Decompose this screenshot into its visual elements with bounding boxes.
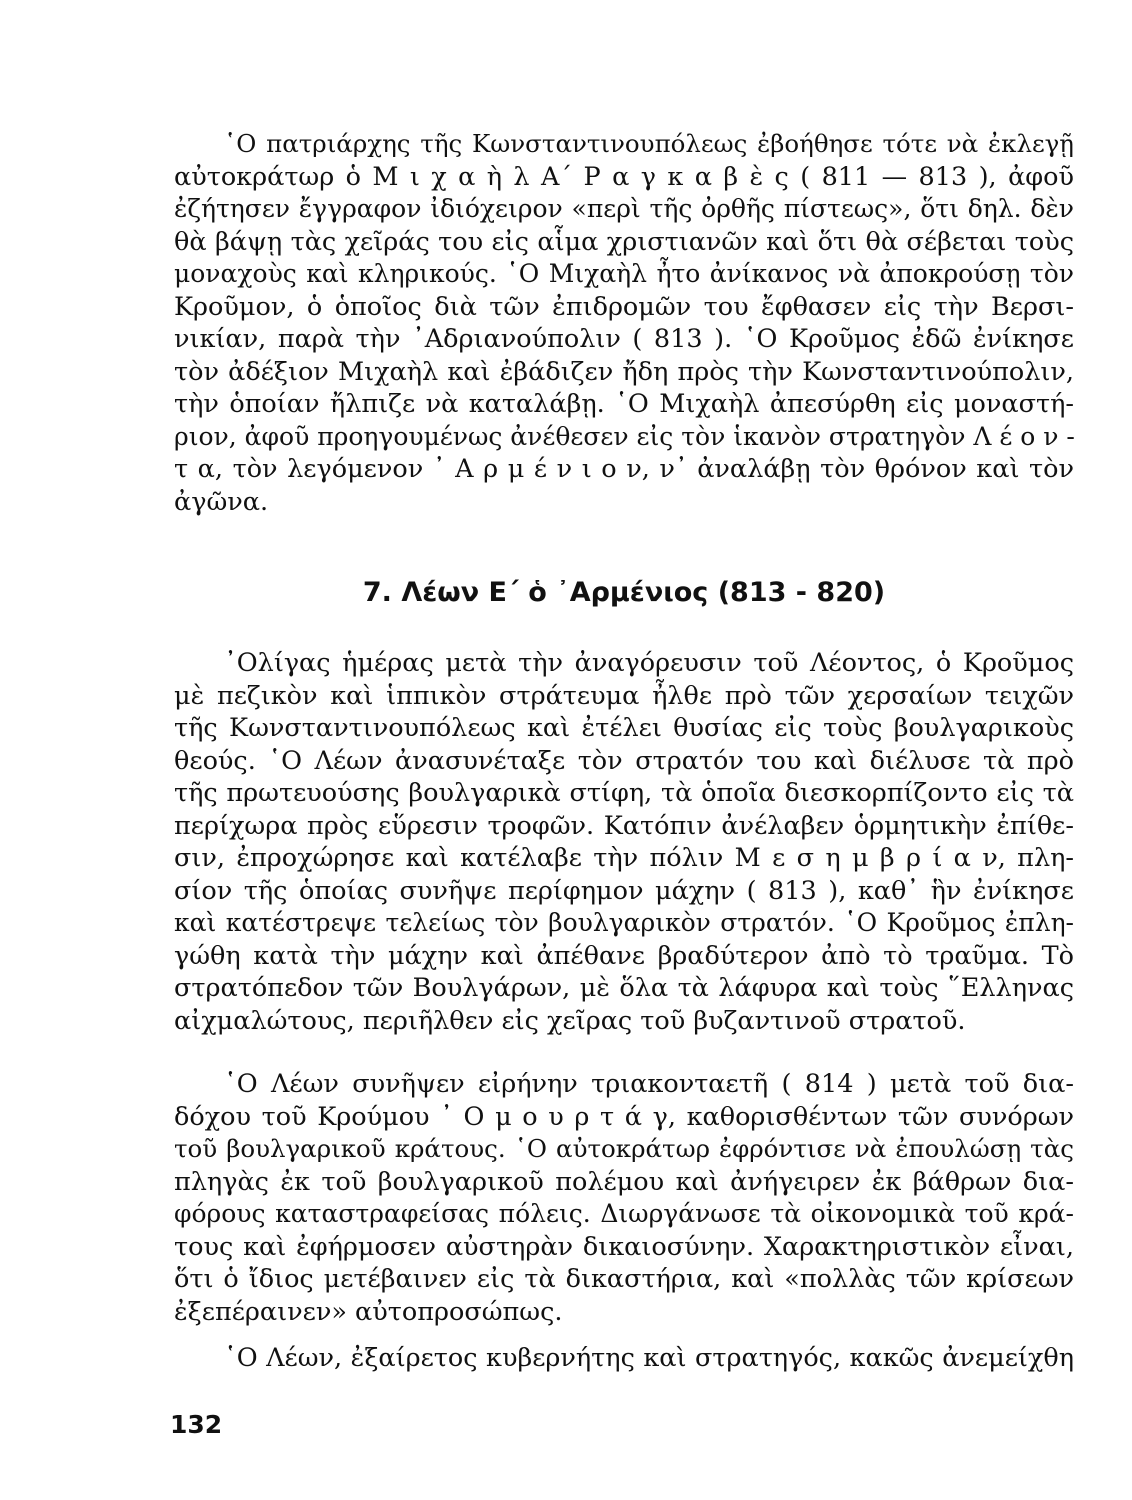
text-line: ῾Ο πατριάρχης τῆς Κωνσταντινουπόλεως ἐβοήθησε τότε νὰ ἐκλεγῇ [224, 129, 1074, 158]
paragraph-4 [174, 1342, 1074, 1375]
text-line: γώθη κατὰ τὴν μάχην καὶ ἀπέθανε βραδύτερον ἀπὸ τὸ τραῦμα. Τὸ [174, 940, 1074, 971]
text-line: στρατόπεδον τῶν Βουλγάρων, μὲ ὅλα τὰ λάφυρα καὶ τοὺς ῞Ελληνας [174, 973, 1074, 1003]
text-line: τὴν ὁποίαν ἤλπιζε νὰ καταλάβῃ. ῾Ο Μιχαὴλ ἀπεσύρθη εἰς μοναστή- [174, 389, 1074, 419]
section-heading: 7. Λέων Ε΄ ὁ ᾿Αρμένιος (813 - 820) [362, 577, 886, 608]
text-line: πληγὰς ἐκ τοῦ βουλγαρικοῦ πολέμου καὶ ἀνήγειρεν ἐκ βάθρων δια- [174, 1166, 1074, 1197]
text-line: αὐτοκράτωρ ὁ Μ ι χ α ὴ λ Α΄ Ρ α γ κ α β ὲ ς ( 811 — 813 ), ἀφοῦ [174, 161, 1074, 192]
text-line: τῆς πρωτευούσης βουλγαρικὰ στίφη, τὰ ὁποῖα διεσκορπίζοντο εἰς τὰ [174, 778, 1074, 808]
text-line: μοναχοὺς καὶ κληρικούς. ῾Ο Μιχαὴλ ἦτο ἀνίκανος νὰ ἀποκρούσῃ τὸν [174, 259, 1074, 288]
text-line: τῆς Κωνσταντινουπόλεως καὶ ἐτέλει θυσίας εἰς τοὺς βουλγαρικοὺς [174, 713, 1074, 743]
paragraph-2 [174, 647, 1074, 1037]
text-line: ριον, ἀφοῦ προηγουμένως ἀνέθεσεν εἰς τὸν ἱκανὸν στρατηγὸν Λ έ ο ν - [174, 421, 1075, 451]
paragraph-1 [174, 128, 1074, 518]
text-line: ὅτι ὁ ἴδιος μετέβαινεν εἰς τὰ δικαστήρια, καὶ «πολλὰς τῶν κρίσεων [174, 1264, 1074, 1294]
text-line: δόχου τοῦ Κρούμου ᾿ Ο μ ο υ ρ τ ά γ, καθορισθέντων τῶν συνόρων [174, 1101, 1074, 1132]
text-line: τ α, τὸν λεγόμενον ᾿ Α ρ μ έ ν ι ο ν, ν᾿ ἀναλάβῃ τὸν θρόνον καὶ τὸν [174, 454, 1074, 484]
text-line: τους καὶ ἐφήρμοσεν αὐστηρὰν δικαιοσύνην. Χαρακτηριστικὸν εἶναι, [174, 1231, 1074, 1262]
text-line: θὰ βάψῃ τὰς χεῖράς του εἰς αἷμα χριστιανῶν καὶ ὅτι θὰ σέβεται τοὺς [174, 226, 1074, 257]
text-line: σίον τῆς ὁποίας συνῆψε περίφημον μάχην ( 813 ), καθ᾿ ἣν ἐνίκησε [174, 875, 1074, 906]
text-line: τοῦ βουλγαρικοῦ κράτους. ῾Ο αὐτοκράτωρ ἐφρόντισε νὰ ἐπουλώσῃ τὰς [174, 1134, 1074, 1163]
paragraph-3 [174, 1068, 1074, 1328]
page-number: 132 [170, 1410, 223, 1439]
text-line: ᾿Ολίγας ἡμέρας μετὰ τὴν ἀναγόρευσιν τοῦ Λέοντος, ὁ Κροῦμος [224, 648, 1074, 678]
text-line: νικίαν, παρὰ τὴν ᾿Αδριανούπολιν ( 813 ). ῾Ο Κροῦμος ἐδῶ ἐνίκησε [174, 324, 1074, 354]
text-line: Κροῦμον, ὁ ὁποῖος διὰ τῶν ἐπιδρομῶν του ἔφθασεν εἰς τὴν Βερσι- [174, 291, 1074, 322]
text-line: τὸν ἀδέξιον Μιχαὴλ καὶ ἐβάδιζεν ἤδη πρὸς τὴν Κωνσταντινούπολιν, [174, 356, 1074, 387]
text-line: ῾Ο Λέων συνῆψεν εἰρήνην τριακονταετῆ ( 814 ) μετὰ τοῦ δια- [224, 1069, 1074, 1099]
text-line: ἐξεπέραινεν» αὐτοπροσώπως. [174, 1296, 563, 1327]
text-line: μὲ πεζικὸν καὶ ἱππικὸν στράτευμα ἦλθε πρὸ τῶν χερσαίων τειχῶν [174, 680, 1074, 711]
text-line: καὶ κατέστρεψε τελείως τὸν βουλγαρικὸν στρατόν. ῾Ο Κροῦμος ἐπλη- [174, 908, 1074, 937]
text-line: φόρους καταστραφείσας πόλεις. Διωργάνωσε τὰ οἰκονομικὰ τοῦ κρά- [174, 1199, 1074, 1228]
text-line: αἰχμαλώτους, περιῆλθεν εἰς χεῖρας τοῦ βυζαντινοῦ στρατοῦ. [174, 1005, 966, 1036]
text-line: σιν, ἐπροχώρησε καὶ κατέλαβε τὴν πόλιν Μ ε σ η μ β ρ ί α ν, πλη- [174, 843, 1074, 873]
text-line: θεούς. ῾Ο Λέων ἀνασυνέταξε τὸν στρατόν του καὶ διέλυσε τὰ πρὸ [174, 745, 1074, 776]
text-line: ῾Ο Λέων, ἐξαίρετος κυβερνήτης καὶ στρατηγός, κακῶς ἀνεμείχθη [224, 1343, 1074, 1373]
text-line: ἐζήτησεν ἔγγραφον ἰδιόχειρον «περὶ τῆς ὀρθῆς πίστεως», ὅτι δηλ. δὲν [174, 194, 1074, 223]
text-line: ἀγῶνα. [174, 486, 269, 517]
text-line: περίχωρα πρὸς εὕρεσιν τροφῶν. Κατόπιν ἀνέλαβεν ὁρμητικὴν ἐπίθε- [174, 810, 1074, 841]
